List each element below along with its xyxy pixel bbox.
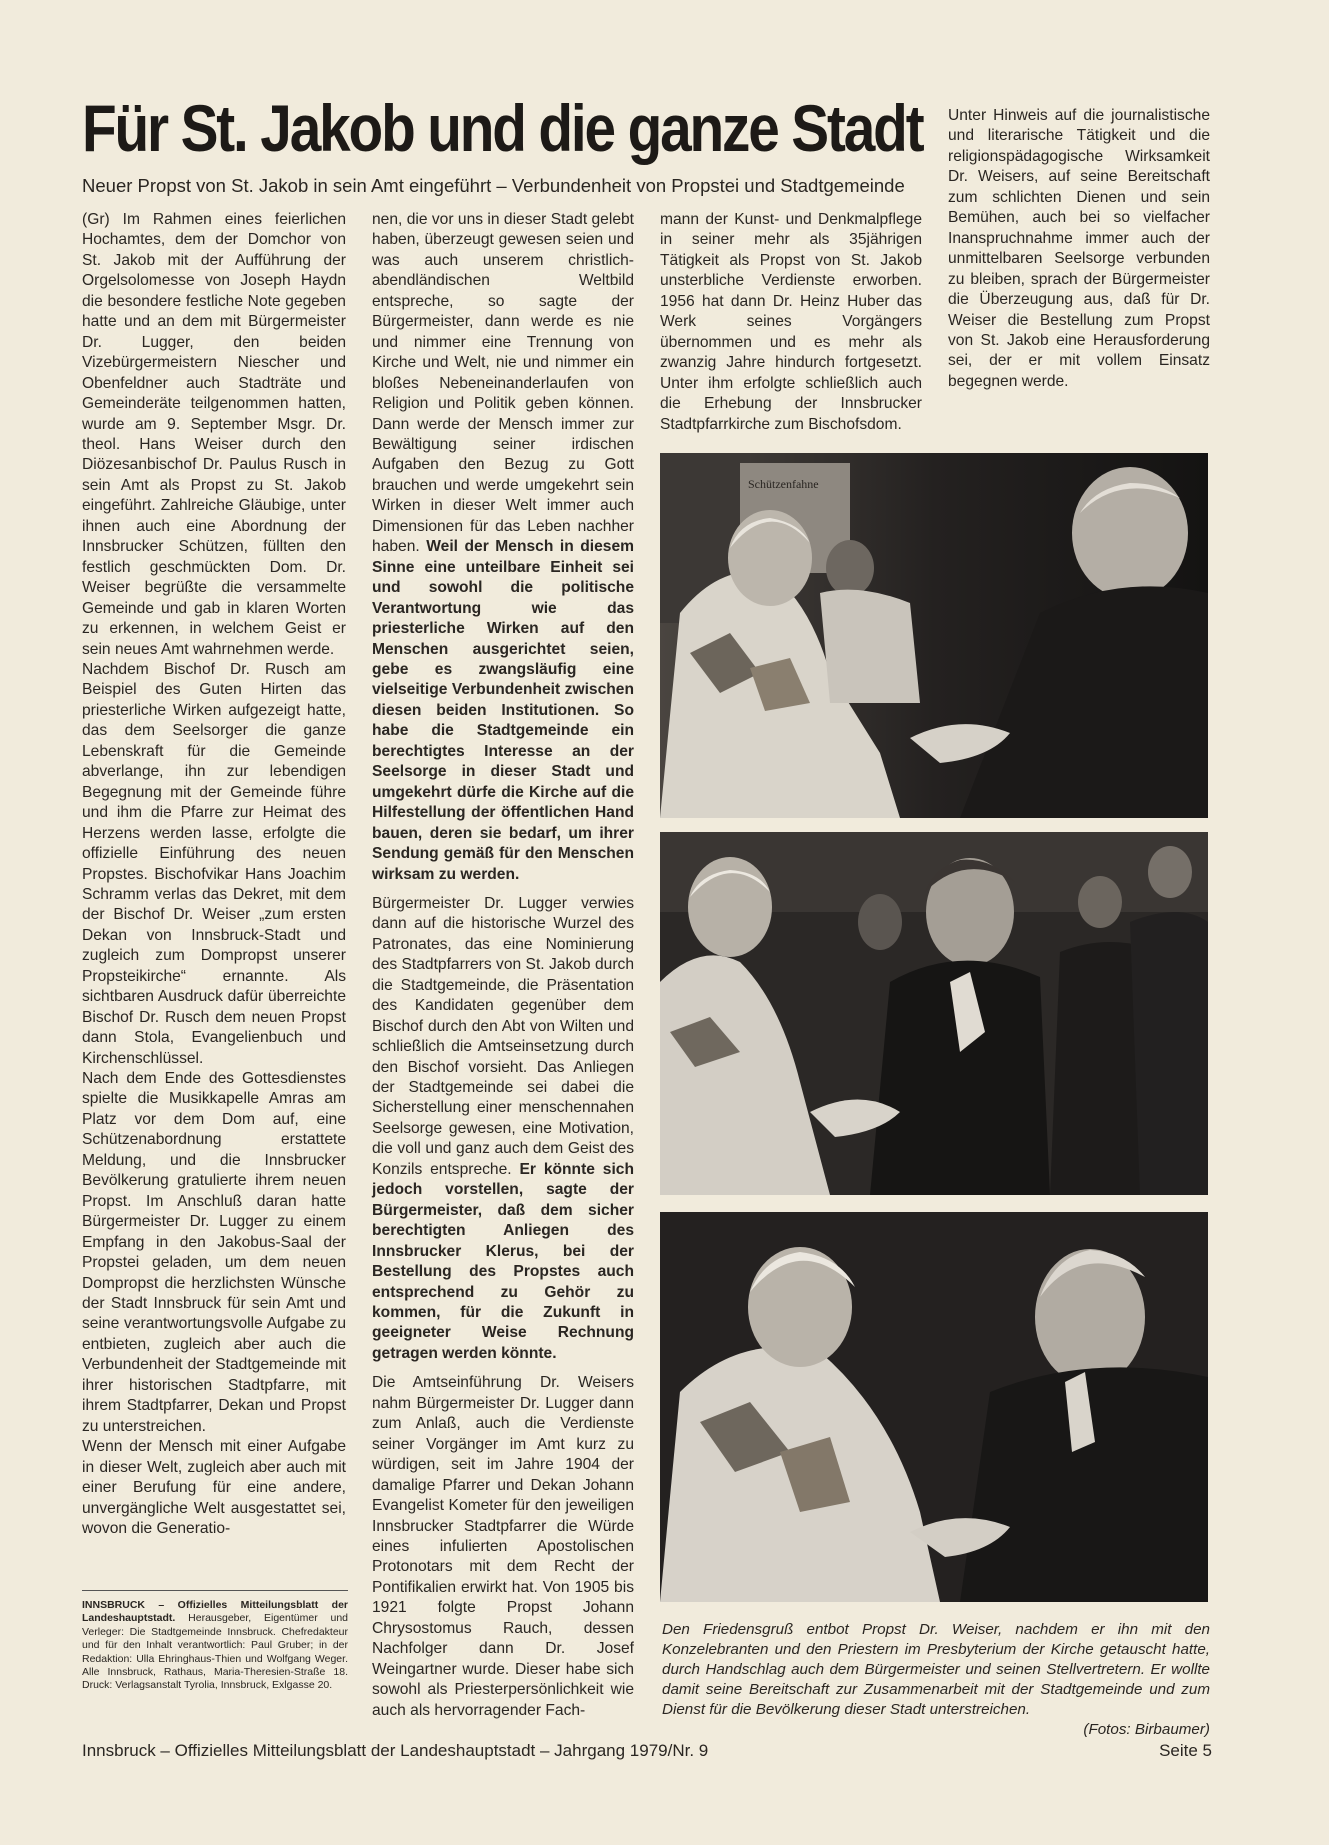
bold-quote: Weil der Mensch in diesem Sinne eine unteilbare Einheit sei und sowohl die politische Verantwortung wie das priesterliche Wirken auf den Menschen ausgerichtet seien, gebe es zwangsläufig eine vielseitige Verbundenheit zwischen diesen beiden Institutionen. So habe die Stadtgemeinde ein berechtigtes Interesse an der Seelsorge in dieser Stadt und umgekehrt dürfe die Kirche auf die Hilfestellung der öffentlichen Hand bauen, deren sie bedarf, um ihrer Sendung gemäß für den Menschen wirksam zu werden.	[372, 538, 634, 883]
photo-handshake-3	[660, 1212, 1208, 1602]
photo-handshake-2	[660, 832, 1208, 1195]
photo-3-image	[660, 1212, 1208, 1602]
paragraph: Die Amtseinführung Dr. Weisers nahm Bürgermeister Dr. Lugger dann zum Anlaß, auch die Verdienste seiner Vorgänger im Amt kurz zu würdigen, seit im Jahre 1904 der damalige Pfarrer und Dekan Johann Evangelist Kometer für den jeweiligen Innsbrucker Stadtpfarrer die Würde eines infulierten Apostolischen Protonotars mit dem Recht der Pontifikalien erwirkt hat. Von 1905 bis 1921 folgte Propst Johann Chrysostomus Rauch, dessen Nachfolger dann Dr. Josef Weingartner wurde. Dieser habe sich sowohl als Priesterpersönlichkeit wie auch als hervorragender Fach-	[372, 1374, 634, 1719]
photo-handshake-1	[660, 453, 1208, 818]
paragraph: (Gr) Im Rahmen eines feierlichen Hochamtes, dem der Domchor von St. Jakob mit der Aufführung der Orgelsolomesse von Joseph Haydn die besondere festliche Note gegeben hatte und an dem mit Bürgermeister Dr. Lugger, den beiden Vizebürgermeistern Niescher und Obenfeldner auch Stadträte und Gemeinderäte teilgenommen hatten, wurde am 9. September Msgr. Dr. theol. Hans Weiser durch den Diözesanbischof Dr. Paulus Rusch in sein Amt als Propst zu St. Jakob eingeführt. Zahlreiche Gläubige, unter ihnen auch eine Abordnung der Innsbrucker Schützen, füllten den festlich geschmückten Dom. Dr. Weiser begrüßte die versammelte Gemeinde und gab in klaren Worten zu erkennen, in welchem Geist er sein neues Amt wahrnehmen werde.	[82, 211, 346, 658]
masthead-title: INNSBRUCK – Offizielles Mitteilungsblatt der Landeshauptstadt.	[82, 1599, 348, 1625]
photo-credit: (Fotos: Birbaumer)	[1083, 1721, 1210, 1738]
article-title: Für St. Jakob und die ganze Stadt	[82, 91, 923, 165]
article-subtitle: Neuer Propst von St. Jakob in sein Amt eingeführt – Verbundenheit von Propstei und Stadtgemeinde	[82, 175, 905, 196]
paragraph-text: Bürgermeister Dr. Lugger verwies dann auf die historische Wurzel des Patronates, das eine Nominierung des Stadtpfarrers von St. Jakob durch die Stadtgemeinde, die Präsentation des Kandidaten gegenüber dem Bischof durch den Abt von Wilten und schließlich die Amtseinsetzung durch den Bischof vorsieht. Das Anliegen der Stadtgemeinde sei dabei die Sicherstellung einer menschennahen Seelsorge gewesen, eine Motivation, die voll und ganz auch dem Geist des Konzils entspreche.	[372, 894, 634, 1178]
photo-2-image	[660, 832, 1208, 1195]
masthead-imprint	[82, 1590, 348, 1693]
photo-1-image	[660, 453, 1208, 818]
footer-publication: Innsbruck – Offizielles Mitteilungsblatt der Landeshauptstadt – Jahrgang 1979/Nr. 9	[82, 1741, 709, 1760]
paragraph-text: nen, die vor uns in dieser Stadt gelebt haben, überzeugt gewesen seien und was auch unserem christlich-abendländischen Weltbild entspreche, so sagte der Bürgermeister, dann werde es nie und nimmer eine Trennung von Kirche und Welt, nie und nimmer ein bloßes Nebeneinanderlaufen von Religion und Politik geben können. Dann werde der Mensch immer zur Bewältigung seiner irdischen Aufgaben den Bezug zu Gott brauchen und werde umgekehrt sein Wirken in dieser Welt immer auch Dimensionen für das Leben nachher haben.	[372, 211, 634, 556]
paragraph: Wenn der Mensch mit einer Aufgabe in dieser Welt, zugleich aber auch mit einer Berufung für eine andere, unvergängliche Welt ausgestattet sei, wovon die Generatio-	[82, 1438, 346, 1537]
paragraph: mann der Kunst- und Denkmalpflege in seiner mehr als 35jährigen Tätigkeit als Propst von St. Jakob unsterbliche Verdienste erworben. 1956 hat dann Dr. Heinz Huber das Werk seines Vorgängers übernommen und es mehr als zwanzig Jahre hindurch fortgesetzt. Unter ihm erfolgte schließlich auch die Erhebung der Innsbrucker Stadtpfarrkirche zum Bischofsdom.	[660, 211, 922, 433]
text-column-2	[372, 210, 634, 1721]
banner-sign: Schützenfahne	[748, 477, 819, 491]
paragraph	[372, 894, 634, 1364]
text-column-1	[82, 210, 346, 1539]
paragraph: Nachdem Bischof Dr. Rusch am Beispiel des Guten Hirten das priesterliche Wirken aufgezeigt hatte, das dem Seelsorger die ganze Lebenskraft für die Gemeinde abverlange, ihn zur lebendigen Begegnung mit der Gemeinde führe und ihm die Pfarre zur Heimat des Herzens werden lasse, erfolgte die offizielle Einführung des neuen Propstes. Bischofvikar Hans Joachim Schramm verlas das Dekret, mit dem der Bischof Dr. Weiser „zum ersten Dekan von Innsbruck-Stadt und zugleich zum Dompropst unserer Propsteikirche“ ernannte. Als sichtbaren Ausdruck dafür überreichte Bischof Dr. Rusch dem neuen Propst dann Stola, Evangelienbuch und Kirchenschlüssel.	[82, 660, 346, 1067]
text-column-4	[948, 106, 1210, 392]
paragraph	[372, 210, 634, 885]
caption-text: Den Friedensgruß entbot Propst Dr. Weiser, nachdem er ihn mit den Konzelebranten und den Priestern im Presbyterium der Kirche getauscht hatte, durch Handschlag auch dem Bürgermeister und seinen Stellvertretern. Er wollte damit seine Bereitschaft zur Zusammenarbeit mit der Stadtgemeinde und zum Dienst für die Bevölkerung dieser Stadt unterstreichen.	[662, 1621, 1210, 1718]
photo-caption	[662, 1620, 1210, 1740]
paragraph: Nach dem Ende des Gottesdienstes spielte die Musikkapelle Amras am Platz vor dem Dom auf, eine Schützenabordnung erstattete Meldung, und die Innsbrucker Bevölkerung gratulierte ihrem neuen Propst. Im Anschluß daran hatte Bürgermeister Dr. Lugger zu einem Empfang in den Jakobus-Saal der Propstei geladen, um dem neuen Dompropst die herzlichsten Wünsche der Stadt Innsbruck für sein Amt und seine verantwortungsvolle Aufgabe zu entbieten, zugleich aber auch die Verbundenheit der Stadtgemeinde mit ihrer historischen Stadtpfarre, mit ihrem Stadtpfarrer, Dekan und Propst zu unterstreichen.	[82, 1070, 346, 1435]
masthead-text: Herausgeber, Eigentümer und Verleger: Die Stadtgemeinde Innsbruck. Chefredakteur und für den Inhalt verantwortlich: Paul Gruber; in der Redaktion: Ulla Ehringhaus-Thien und Wolfgang Weger. Alle Innsbruck, Rathaus, Maria-Theresien-Straße 18. Druck: Verlagsanstalt Tyrolia, Innsbruck, Exlgasse 20.	[82, 1612, 349, 1692]
paragraph: Unter Hinweis auf die journalistische und literarische Tätigkeit und die religionspädagogische Wirksamkeit Dr. Weisers, auf seine Bereitschaft zum schlichten Dienen und sein Bemühen, auch bei so vielfacher Inanspruchnahme immer auch der unmittelbaren Seelsorge verbunden zu bleiben, sprach der Bürgermeister die Überzeugung aus, daß für Dr. Weiser die Bestellung zum Propst von St. Jakob eine Herausforderung sei, der er mit vollem Einsatz begegnen werde.	[948, 107, 1210, 390]
text-column-3	[660, 210, 922, 435]
bold-quote: Er könnte sich jedoch vorstellen, sagte der Bürgermeister, daß dem sicher berechtigten Anliegen des Innsbrucker Klerus, bei der Bestellung des Propstes auch entsprechend zu Gehör zu kommen, für die Zukunft in geeigneter Weise Rechnung getragen werden könnte.	[372, 1160, 635, 1362]
footer-page-number: Seite 5	[1159, 1741, 1212, 1760]
